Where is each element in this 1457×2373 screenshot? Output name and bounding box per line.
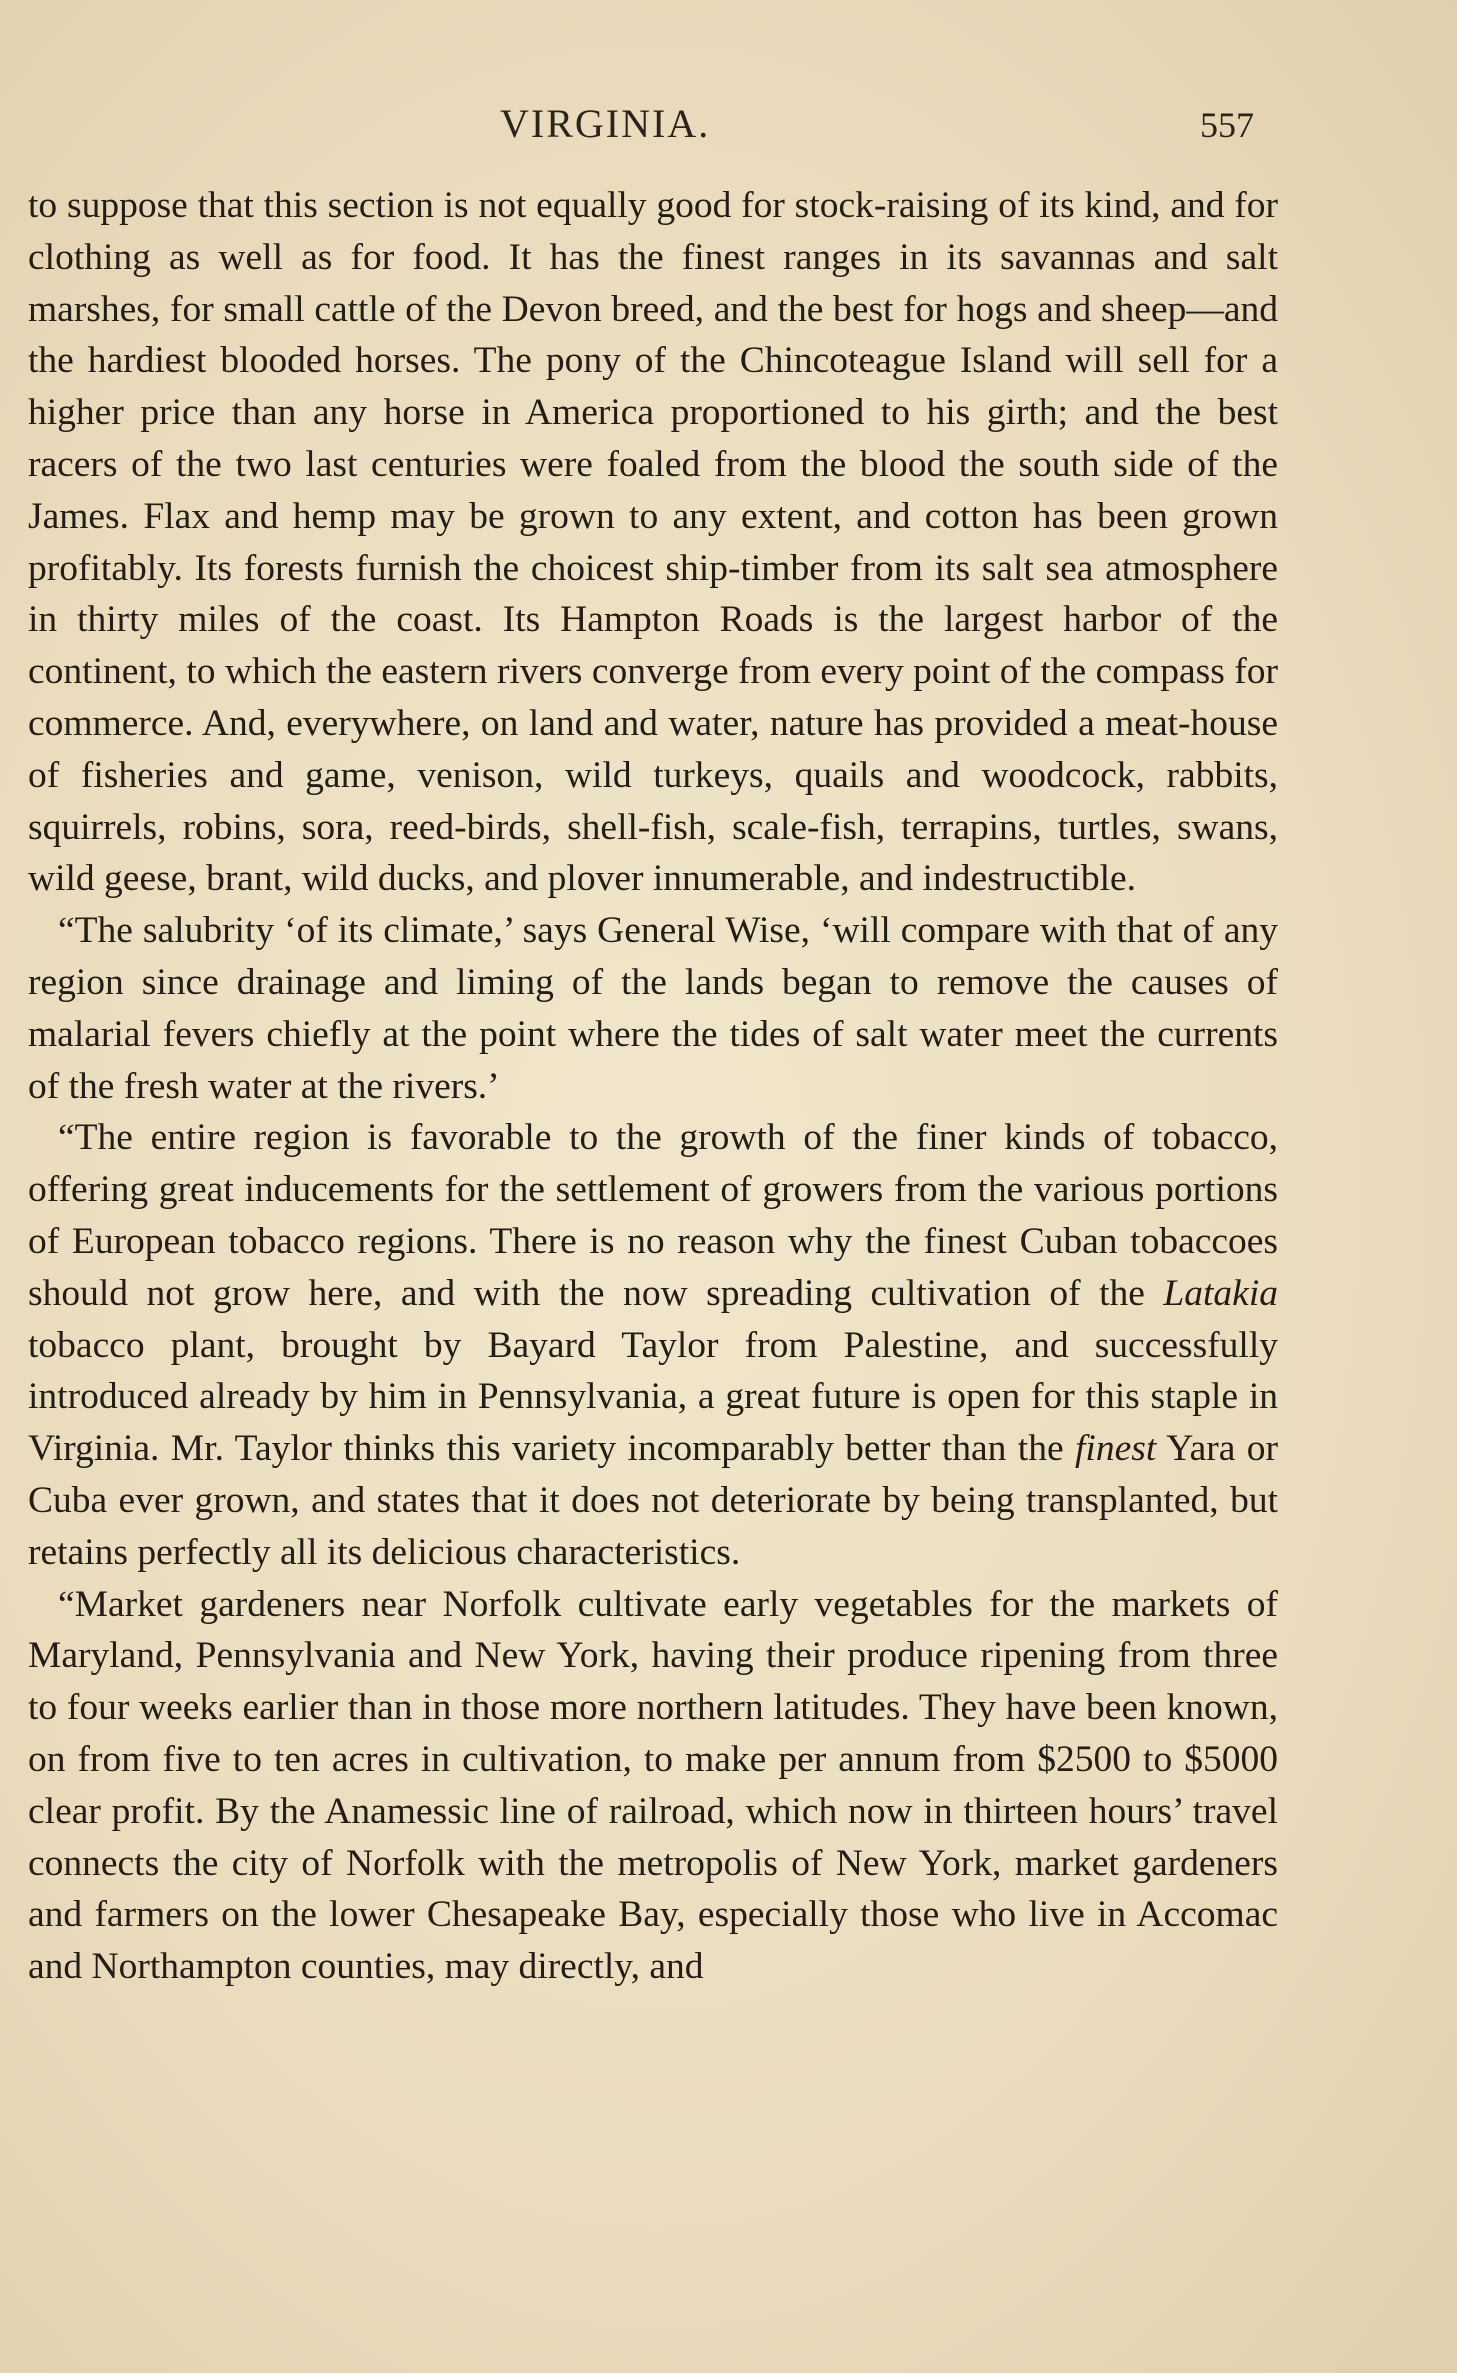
paragraph-tobacco: [28, 1112, 1278, 1578]
running-title: VIRGINIA.: [500, 101, 711, 146]
paragraph-text: Yara or Cuba ever grown, and states that it does not deteriorate by being transplanted, but retains perfectly all its delicious characteristics.: [28, 1428, 1278, 1573]
paragraph-market-gardeners: [28, 1579, 1278, 1993]
page-number: 557: [1200, 105, 1254, 145]
paragraph-livestock: [28, 180, 1278, 905]
paragraph-text: tobacco plant, brought by Bayard Taylor from Palestine, and successfully introduced already by him in Pennsylvania, a great future is open for this staple in Virginia. Mr. Taylor thinks this variety incomparably better than the: [28, 1324, 1278, 1470]
paragraph-text: “The salubrity ‘of its climate,’ says General Wise, ‘will compare with that of any region since drainage and liming of the lands began to remove the causes of malarial fevers chiefly at the point where the tides of salt water meet the currents of the fresh water at the rivers.’: [28, 910, 1278, 1107]
paragraph-text: to suppose that this section is not equally good for stock-raising of its kind, and for clothing as well as for food. It has the finest ranges in its savannas and salt marshes, for small cattle of the Devon breed, and the best for hogs and sheep—and the hardiest blooded horses. The pony of the Chincoteague Island will sell for a higher price than any horse in America proportioned to his girth; and the best racers of the two last centuries were foaled from the blood the south side of the James. Flax and hemp may be grown to any extent, and cotton has been grown profitably. Its forests furnish the choicest ship-timber from its salt sea atmosphere in thirty miles of the coast. Its Hampton Roads is the largest harbor of the continent, to which the eastern rivers converge from every point of the compass for commerce. And, everywhere, on land and water, nature has provided a meat-house of fisheries and game, venison, wild turkeys, quails and woodcock, rabbits, squirrels, robins, sora, reed-birds, shell-fish, scale-fish, terrapins, turtles, swans, wild geese, brant, wild ducks, and plover innumerable, and indestructible.: [28, 185, 1278, 900]
running-head: [0, 100, 1457, 160]
italic-latakia: Latakia: [1163, 1272, 1278, 1314]
paragraph-salubrity: [28, 905, 1278, 1112]
italic-finest: finest: [1075, 1428, 1157, 1470]
body-text: [28, 180, 1278, 1993]
paragraph-text: “The entire region is favorable to the growth of the finer kinds of tobacco, offering great inducements for the settlement of growers from the various portions of European tobacco regions. There is no reason why the finest Cuban tobaccoes should not grow here, and with the now spreading cultivation of the: [28, 1117, 1278, 1314]
paragraph-text: “Market gardeners near Norfolk cultivate early vegetables for the markets of Maryland, Pennsylvania and New York, having their produce ripening from three to four weeks earlier than in those more northern latitudes. They have been known, on from five to ten acres in cultivation, to make per annum from $2500 to $5000 clear profit. By the Anamessic line of railroad, which now in thirteen hours’ travel connects the city of Norfolk with the metropolis of New York, market gardeners and farmers on the lower Chesapeake Bay, especially those who live in Accomac and Northampton counties, may directly, and: [28, 1583, 1278, 1988]
